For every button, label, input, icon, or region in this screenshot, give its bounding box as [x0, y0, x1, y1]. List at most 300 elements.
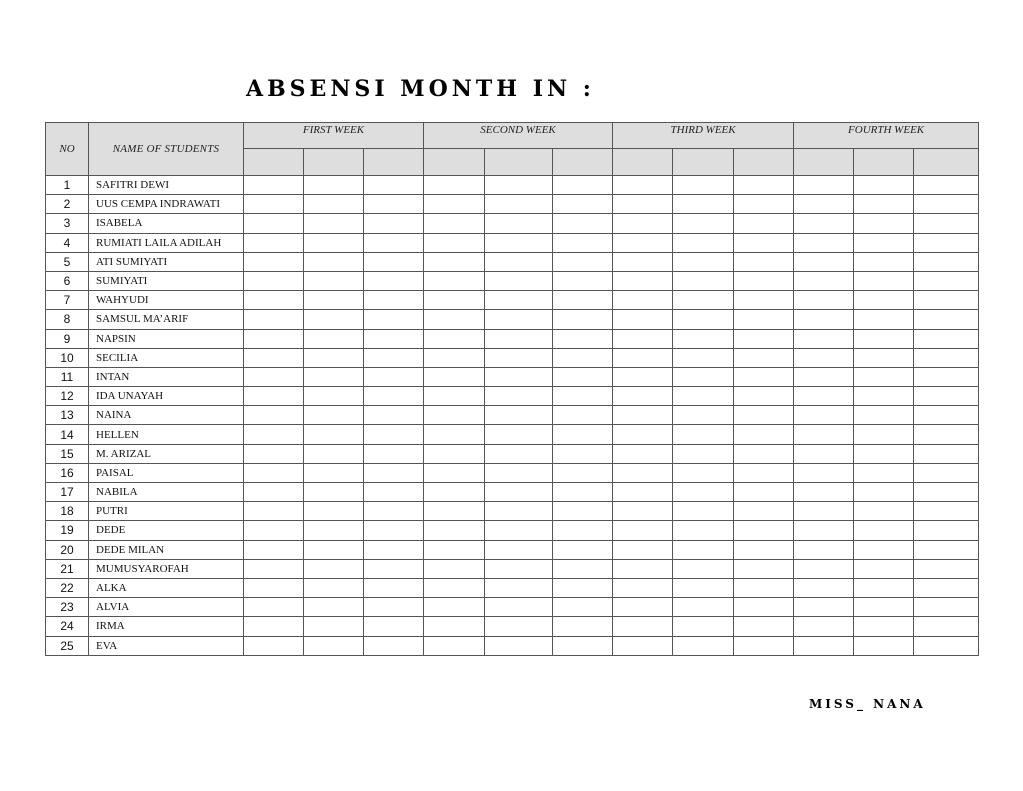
- attendance-cell[interactable]: [613, 617, 673, 636]
- attendance-cell[interactable]: [914, 578, 979, 597]
- attendance-cell[interactable]: [364, 502, 424, 521]
- attendance-cell[interactable]: [304, 540, 364, 559]
- attendance-cell[interactable]: [734, 387, 794, 406]
- attendance-cell[interactable]: [854, 406, 914, 425]
- attendance-cell[interactable]: [424, 540, 485, 559]
- attendance-cell[interactable]: [424, 617, 485, 636]
- attendance-cell[interactable]: [424, 176, 485, 195]
- attendance-cell[interactable]: [673, 291, 734, 310]
- attendance-cell[interactable]: [364, 195, 424, 214]
- attendance-cell[interactable]: [854, 387, 914, 406]
- attendance-cell[interactable]: [914, 214, 979, 233]
- attendance-cell[interactable]: [914, 598, 979, 617]
- attendance-cell[interactable]: [613, 310, 673, 329]
- attendance-cell[interactable]: [854, 367, 914, 386]
- attendance-cell[interactable]: [244, 252, 304, 271]
- attendance-cell[interactable]: [485, 559, 553, 578]
- attendance-cell[interactable]: [304, 367, 364, 386]
- attendance-cell[interactable]: [914, 291, 979, 310]
- attendance-cell[interactable]: [424, 483, 485, 502]
- attendance-cell[interactable]: [364, 636, 424, 655]
- attendance-cell[interactable]: [613, 348, 673, 367]
- attendance-cell[interactable]: [734, 502, 794, 521]
- attendance-cell[interactable]: [304, 176, 364, 195]
- attendance-cell[interactable]: [364, 310, 424, 329]
- attendance-cell[interactable]: [794, 214, 854, 233]
- attendance-cell[interactable]: [553, 195, 613, 214]
- attendance-cell[interactable]: [673, 195, 734, 214]
- attendance-cell[interactable]: [364, 559, 424, 578]
- attendance-cell[interactable]: [794, 425, 854, 444]
- attendance-cell[interactable]: [854, 271, 914, 290]
- attendance-cell[interactable]: [424, 521, 485, 540]
- attendance-cell[interactable]: [673, 367, 734, 386]
- attendance-cell[interactable]: [304, 617, 364, 636]
- attendance-cell[interactable]: [794, 463, 854, 482]
- attendance-cell[interactable]: [304, 271, 364, 290]
- attendance-cell[interactable]: [304, 559, 364, 578]
- attendance-cell[interactable]: [553, 444, 613, 463]
- attendance-cell[interactable]: [673, 348, 734, 367]
- attendance-cell[interactable]: [304, 252, 364, 271]
- attendance-cell[interactable]: [364, 578, 424, 597]
- attendance-cell[interactable]: [553, 425, 613, 444]
- attendance-cell[interactable]: [364, 233, 424, 252]
- attendance-cell[interactable]: [485, 348, 553, 367]
- attendance-cell[interactable]: [553, 521, 613, 540]
- attendance-cell[interactable]: [364, 291, 424, 310]
- attendance-cell[interactable]: [304, 233, 364, 252]
- attendance-cell[interactable]: [613, 367, 673, 386]
- attendance-cell[interactable]: [794, 636, 854, 655]
- attendance-cell[interactable]: [485, 483, 553, 502]
- attendance-cell[interactable]: [734, 521, 794, 540]
- attendance-cell[interactable]: [673, 559, 734, 578]
- attendance-cell[interactable]: [794, 233, 854, 252]
- attendance-cell[interactable]: [244, 502, 304, 521]
- attendance-cell[interactable]: [734, 598, 794, 617]
- attendance-cell[interactable]: [794, 521, 854, 540]
- attendance-cell[interactable]: [424, 195, 485, 214]
- attendance-cell[interactable]: [673, 214, 734, 233]
- attendance-cell[interactable]: [424, 636, 485, 655]
- attendance-cell[interactable]: [304, 521, 364, 540]
- attendance-cell[interactable]: [854, 598, 914, 617]
- attendance-cell[interactable]: [794, 252, 854, 271]
- attendance-cell[interactable]: [794, 483, 854, 502]
- attendance-cell[interactable]: [364, 367, 424, 386]
- attendance-cell[interactable]: [553, 463, 613, 482]
- attendance-cell[interactable]: [244, 271, 304, 290]
- attendance-cell[interactable]: [424, 502, 485, 521]
- attendance-cell[interactable]: [914, 425, 979, 444]
- attendance-cell[interactable]: [553, 367, 613, 386]
- attendance-cell[interactable]: [553, 329, 613, 348]
- attendance-cell[interactable]: [364, 444, 424, 463]
- attendance-cell[interactable]: [485, 598, 553, 617]
- attendance-cell[interactable]: [304, 502, 364, 521]
- attendance-cell[interactable]: [914, 195, 979, 214]
- attendance-cell[interactable]: [854, 483, 914, 502]
- attendance-cell[interactable]: [914, 176, 979, 195]
- attendance-cell[interactable]: [854, 617, 914, 636]
- attendance-cell[interactable]: [424, 310, 485, 329]
- attendance-cell[interactable]: [244, 559, 304, 578]
- attendance-cell[interactable]: [734, 463, 794, 482]
- attendance-cell[interactable]: [244, 636, 304, 655]
- attendance-cell[interactable]: [364, 271, 424, 290]
- attendance-cell[interactable]: [485, 463, 553, 482]
- attendance-cell[interactable]: [485, 444, 553, 463]
- attendance-cell[interactable]: [244, 310, 304, 329]
- attendance-cell[interactable]: [854, 329, 914, 348]
- attendance-cell[interactable]: [364, 387, 424, 406]
- attendance-cell[interactable]: [244, 176, 304, 195]
- attendance-cell[interactable]: [424, 406, 485, 425]
- attendance-cell[interactable]: [304, 406, 364, 425]
- attendance-cell[interactable]: [734, 310, 794, 329]
- attendance-cell[interactable]: [673, 271, 734, 290]
- attendance-cell[interactable]: [914, 406, 979, 425]
- attendance-cell[interactable]: [485, 521, 553, 540]
- attendance-cell[interactable]: [424, 329, 485, 348]
- attendance-cell[interactable]: [854, 252, 914, 271]
- attendance-cell[interactable]: [364, 406, 424, 425]
- attendance-cell[interactable]: [914, 483, 979, 502]
- attendance-cell[interactable]: [794, 559, 854, 578]
- attendance-cell[interactable]: [854, 425, 914, 444]
- attendance-cell[interactable]: [424, 367, 485, 386]
- attendance-cell[interactable]: [914, 636, 979, 655]
- attendance-cell[interactable]: [485, 425, 553, 444]
- attendance-cell[interactable]: [364, 540, 424, 559]
- attendance-cell[interactable]: [244, 406, 304, 425]
- attendance-cell[interactable]: [613, 578, 673, 597]
- attendance-cell[interactable]: [794, 195, 854, 214]
- attendance-cell[interactable]: [244, 598, 304, 617]
- attendance-cell[interactable]: [244, 367, 304, 386]
- attendance-cell[interactable]: [485, 406, 553, 425]
- attendance-cell[interactable]: [424, 271, 485, 290]
- attendance-cell[interactable]: [673, 598, 734, 617]
- attendance-cell[interactable]: [244, 387, 304, 406]
- attendance-cell[interactable]: [244, 329, 304, 348]
- attendance-cell[interactable]: [244, 444, 304, 463]
- attendance-cell[interactable]: [613, 329, 673, 348]
- attendance-cell[interactable]: [424, 214, 485, 233]
- attendance-cell[interactable]: [485, 252, 553, 271]
- attendance-cell[interactable]: [485, 387, 553, 406]
- attendance-cell[interactable]: [734, 195, 794, 214]
- attendance-cell[interactable]: [734, 233, 794, 252]
- attendance-cell[interactable]: [914, 540, 979, 559]
- attendance-cell[interactable]: [613, 540, 673, 559]
- attendance-cell[interactable]: [304, 291, 364, 310]
- attendance-cell[interactable]: [424, 559, 485, 578]
- attendance-cell[interactable]: [304, 214, 364, 233]
- attendance-cell[interactable]: [794, 598, 854, 617]
- attendance-cell[interactable]: [485, 636, 553, 655]
- attendance-cell[interactable]: [364, 252, 424, 271]
- attendance-cell[interactable]: [914, 617, 979, 636]
- attendance-cell[interactable]: [914, 252, 979, 271]
- attendance-cell[interactable]: [794, 291, 854, 310]
- attendance-cell[interactable]: [244, 348, 304, 367]
- attendance-cell[interactable]: [914, 444, 979, 463]
- attendance-cell[interactable]: [485, 291, 553, 310]
- attendance-cell[interactable]: [244, 540, 304, 559]
- attendance-cell[interactable]: [304, 329, 364, 348]
- attendance-cell[interactable]: [364, 329, 424, 348]
- attendance-cell[interactable]: [364, 598, 424, 617]
- attendance-cell[interactable]: [553, 252, 613, 271]
- attendance-cell[interactable]: [244, 617, 304, 636]
- attendance-cell[interactable]: [485, 502, 553, 521]
- attendance-cell[interactable]: [854, 559, 914, 578]
- attendance-cell[interactable]: [613, 291, 673, 310]
- attendance-cell[interactable]: [364, 425, 424, 444]
- attendance-cell[interactable]: [673, 233, 734, 252]
- attendance-cell[interactable]: [304, 348, 364, 367]
- attendance-cell[interactable]: [854, 578, 914, 597]
- attendance-cell[interactable]: [914, 271, 979, 290]
- attendance-cell[interactable]: [613, 521, 673, 540]
- attendance-cell[interactable]: [673, 463, 734, 482]
- attendance-cell[interactable]: [553, 559, 613, 578]
- attendance-cell[interactable]: [553, 214, 613, 233]
- attendance-cell[interactable]: [794, 540, 854, 559]
- attendance-cell[interactable]: [613, 406, 673, 425]
- attendance-cell[interactable]: [794, 387, 854, 406]
- attendance-cell[interactable]: [673, 483, 734, 502]
- attendance-cell[interactable]: [304, 425, 364, 444]
- attendance-cell[interactable]: [553, 617, 613, 636]
- attendance-cell[interactable]: [914, 521, 979, 540]
- attendance-cell[interactable]: [613, 502, 673, 521]
- attendance-cell[interactable]: [424, 444, 485, 463]
- attendance-cell[interactable]: [364, 176, 424, 195]
- attendance-cell[interactable]: [613, 425, 673, 444]
- attendance-cell[interactable]: [364, 348, 424, 367]
- attendance-cell[interactable]: [673, 406, 734, 425]
- attendance-cell[interactable]: [304, 310, 364, 329]
- attendance-cell[interactable]: [613, 463, 673, 482]
- attendance-cell[interactable]: [734, 176, 794, 195]
- attendance-cell[interactable]: [244, 521, 304, 540]
- attendance-cell[interactable]: [734, 271, 794, 290]
- attendance-cell[interactable]: [854, 444, 914, 463]
- attendance-cell[interactable]: [485, 214, 553, 233]
- attendance-cell[interactable]: [553, 348, 613, 367]
- attendance-cell[interactable]: [485, 176, 553, 195]
- attendance-cell[interactable]: [613, 176, 673, 195]
- attendance-cell[interactable]: [854, 463, 914, 482]
- attendance-cell[interactable]: [673, 176, 734, 195]
- attendance-cell[interactable]: [914, 348, 979, 367]
- attendance-cell[interactable]: [485, 540, 553, 559]
- attendance-cell[interactable]: [485, 310, 553, 329]
- attendance-cell[interactable]: [553, 233, 613, 252]
- attendance-cell[interactable]: [914, 367, 979, 386]
- attendance-cell[interactable]: [734, 636, 794, 655]
- attendance-cell[interactable]: [485, 195, 553, 214]
- attendance-cell[interactable]: [424, 598, 485, 617]
- attendance-cell[interactable]: [424, 387, 485, 406]
- attendance-cell[interactable]: [673, 617, 734, 636]
- attendance-cell[interactable]: [854, 310, 914, 329]
- attendance-cell[interactable]: [304, 598, 364, 617]
- attendance-cell[interactable]: [613, 636, 673, 655]
- attendance-cell[interactable]: [673, 425, 734, 444]
- attendance-cell[interactable]: [304, 195, 364, 214]
- attendance-cell[interactable]: [734, 329, 794, 348]
- attendance-cell[interactable]: [553, 502, 613, 521]
- attendance-cell[interactable]: [424, 348, 485, 367]
- attendance-cell[interactable]: [244, 425, 304, 444]
- attendance-cell[interactable]: [794, 502, 854, 521]
- attendance-cell[interactable]: [914, 463, 979, 482]
- attendance-cell[interactable]: [673, 444, 734, 463]
- attendance-cell[interactable]: [244, 195, 304, 214]
- attendance-cell[interactable]: [914, 559, 979, 578]
- attendance-cell[interactable]: [613, 195, 673, 214]
- attendance-cell[interactable]: [424, 578, 485, 597]
- attendance-cell[interactable]: [794, 444, 854, 463]
- attendance-cell[interactable]: [424, 425, 485, 444]
- attendance-cell[interactable]: [613, 598, 673, 617]
- attendance-cell[interactable]: [734, 214, 794, 233]
- attendance-cell[interactable]: [613, 214, 673, 233]
- attendance-cell[interactable]: [485, 578, 553, 597]
- attendance-cell[interactable]: [854, 348, 914, 367]
- attendance-cell[interactable]: [364, 483, 424, 502]
- attendance-cell[interactable]: [794, 176, 854, 195]
- attendance-cell[interactable]: [914, 502, 979, 521]
- attendance-cell[interactable]: [734, 425, 794, 444]
- attendance-cell[interactable]: [673, 310, 734, 329]
- attendance-cell[interactable]: [734, 483, 794, 502]
- attendance-cell[interactable]: [854, 291, 914, 310]
- attendance-cell[interactable]: [734, 252, 794, 271]
- attendance-cell[interactable]: [424, 233, 485, 252]
- attendance-cell[interactable]: [794, 329, 854, 348]
- attendance-cell[interactable]: [734, 578, 794, 597]
- attendance-cell[interactable]: [553, 540, 613, 559]
- attendance-cell[interactable]: [854, 540, 914, 559]
- attendance-cell[interactable]: [485, 367, 553, 386]
- attendance-cell[interactable]: [553, 271, 613, 290]
- attendance-cell[interactable]: [613, 444, 673, 463]
- attendance-cell[interactable]: [304, 444, 364, 463]
- attendance-cell[interactable]: [553, 176, 613, 195]
- attendance-cell[interactable]: [734, 617, 794, 636]
- attendance-cell[interactable]: [794, 406, 854, 425]
- attendance-cell[interactable]: [914, 329, 979, 348]
- attendance-cell[interactable]: [673, 578, 734, 597]
- attendance-cell[interactable]: [613, 233, 673, 252]
- attendance-cell[interactable]: [673, 636, 734, 655]
- attendance-cell[interactable]: [673, 329, 734, 348]
- attendance-cell[interactable]: [553, 291, 613, 310]
- attendance-cell[interactable]: [854, 233, 914, 252]
- attendance-cell[interactable]: [734, 540, 794, 559]
- attendance-cell[interactable]: [854, 195, 914, 214]
- attendance-cell[interactable]: [364, 463, 424, 482]
- attendance-cell[interactable]: [794, 617, 854, 636]
- attendance-cell[interactable]: [364, 214, 424, 233]
- attendance-cell[interactable]: [673, 521, 734, 540]
- attendance-cell[interactable]: [854, 214, 914, 233]
- attendance-cell[interactable]: [613, 559, 673, 578]
- attendance-cell[interactable]: [794, 578, 854, 597]
- attendance-cell[interactable]: [734, 367, 794, 386]
- attendance-cell[interactable]: [553, 578, 613, 597]
- attendance-cell[interactable]: [673, 502, 734, 521]
- attendance-cell[interactable]: [613, 387, 673, 406]
- attendance-cell[interactable]: [613, 483, 673, 502]
- attendance-cell[interactable]: [794, 271, 854, 290]
- attendance-cell[interactable]: [673, 540, 734, 559]
- attendance-cell[interactable]: [553, 387, 613, 406]
- attendance-cell[interactable]: [485, 233, 553, 252]
- attendance-cell[interactable]: [914, 233, 979, 252]
- attendance-cell[interactable]: [424, 252, 485, 271]
- attendance-cell[interactable]: [553, 406, 613, 425]
- attendance-cell[interactable]: [553, 310, 613, 329]
- attendance-cell[interactable]: [613, 252, 673, 271]
- attendance-cell[interactable]: [244, 291, 304, 310]
- attendance-cell[interactable]: [794, 367, 854, 386]
- attendance-cell[interactable]: [854, 502, 914, 521]
- attendance-cell[interactable]: [244, 214, 304, 233]
- attendance-cell[interactable]: [553, 483, 613, 502]
- attendance-cell[interactable]: [854, 176, 914, 195]
- attendance-cell[interactable]: [244, 483, 304, 502]
- attendance-cell[interactable]: [304, 387, 364, 406]
- attendance-cell[interactable]: [734, 291, 794, 310]
- attendance-cell[interactable]: [424, 291, 485, 310]
- attendance-cell[interactable]: [553, 598, 613, 617]
- attendance-cell[interactable]: [485, 617, 553, 636]
- attendance-cell[interactable]: [304, 636, 364, 655]
- attendance-cell[interactable]: [485, 271, 553, 290]
- attendance-cell[interactable]: [553, 636, 613, 655]
- attendance-cell[interactable]: [485, 329, 553, 348]
- attendance-cell[interactable]: [673, 252, 734, 271]
- attendance-cell[interactable]: [794, 348, 854, 367]
- attendance-cell[interactable]: [854, 521, 914, 540]
- attendance-cell[interactable]: [364, 617, 424, 636]
- attendance-cell[interactable]: [613, 271, 673, 290]
- attendance-cell[interactable]: [244, 463, 304, 482]
- attendance-cell[interactable]: [914, 310, 979, 329]
- attendance-cell[interactable]: [304, 578, 364, 597]
- attendance-cell[interactable]: [734, 406, 794, 425]
- attendance-cell[interactable]: [854, 636, 914, 655]
- attendance-cell[interactable]: [304, 483, 364, 502]
- attendance-cell[interactable]: [673, 387, 734, 406]
- attendance-cell[interactable]: [794, 310, 854, 329]
- attendance-cell[interactable]: [734, 348, 794, 367]
- attendance-cell[interactable]: [364, 521, 424, 540]
- attendance-cell[interactable]: [244, 233, 304, 252]
- attendance-cell[interactable]: [244, 578, 304, 597]
- attendance-cell[interactable]: [734, 444, 794, 463]
- attendance-cell[interactable]: [304, 463, 364, 482]
- attendance-cell[interactable]: [734, 559, 794, 578]
- attendance-cell[interactable]: [914, 387, 979, 406]
- attendance-cell[interactable]: [424, 463, 485, 482]
